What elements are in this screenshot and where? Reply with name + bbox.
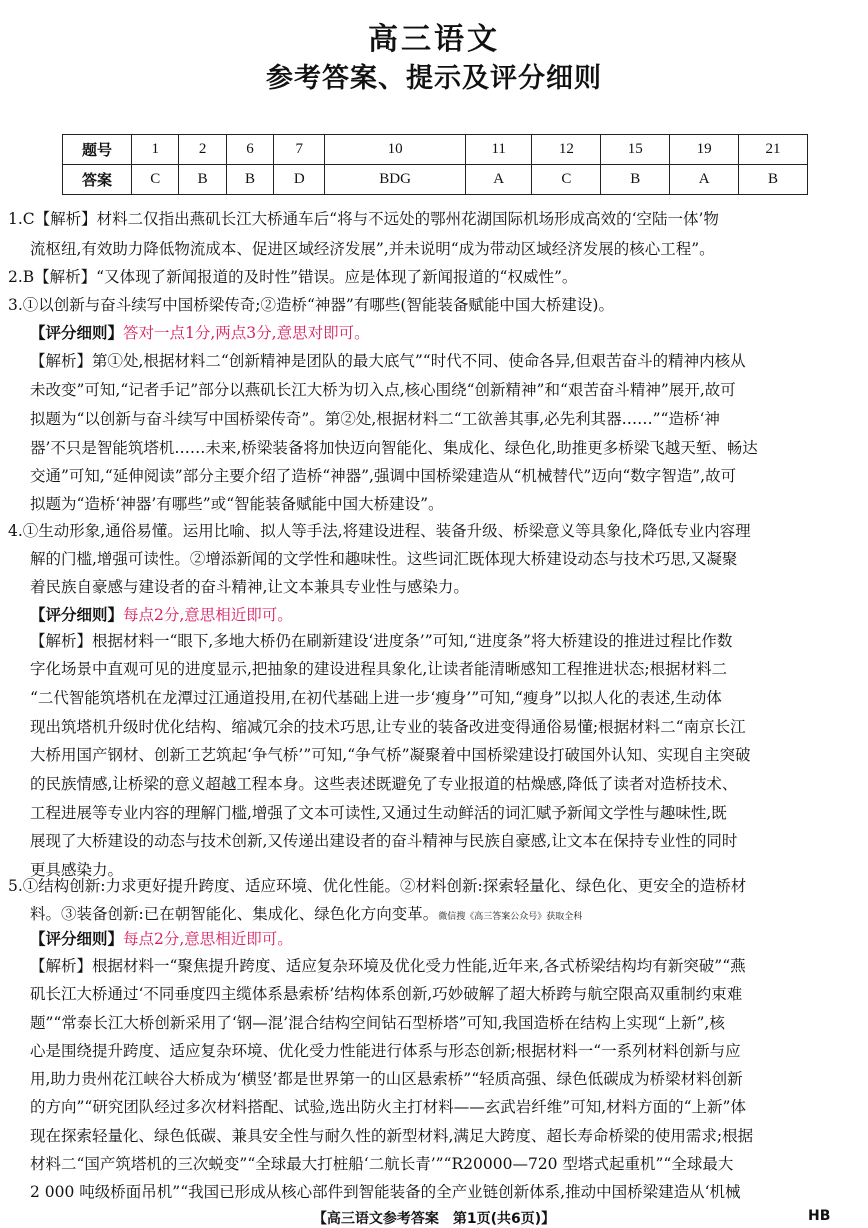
body-line	[30, 578, 469, 596]
question-number-row	[63, 135, 808, 165]
body-line	[30, 240, 715, 258]
body-line-text: 现出筑塔机升级时优化结构、缩减冗余的技术巧思,让专业的装备改进变得通俗易懂;根据材料二“南京长江	[30, 718, 746, 736]
body-line-text: 着民族自豪感与建设者的奋斗精神,让文本兼具专业性与感染力。	[30, 578, 469, 596]
body-line-text: 展现了大桥建设的动态与技术创新,又传递出建设者的奋斗精神与民族自豪感,让文本在保持专业性的同时	[30, 832, 738, 850]
answer-cell: C	[532, 165, 601, 195]
body-line	[8, 877, 746, 895]
body-line-text: 器’不只是智能筑塔机……未来,桥梁装备将加快迈向智能化、集成化、绿色化,助推更多桥梁飞越天堑、畅达	[30, 439, 758, 457]
body-line	[30, 324, 370, 342]
body-line-text: 的民族情感,让桥梁的意义超越工程本身。这些表述既避免了专业报道的枯燥感,降低了读者对造桥技术、	[30, 775, 738, 793]
question-number-cell: 11	[465, 135, 532, 165]
scoring-label: 【评分细则】	[30, 324, 124, 342]
body-line-text: “二代智能筑塔机在龙潭过江通道投用,在初代基础上进一步‘瘦身’”可知,“瘦身”以拟人化的表述,生动体	[30, 689, 722, 707]
body-line-text: 题”“常泰长江大桥创新采用了‘钢—混’混合结构空间钻石型桥塔”可知,我国造桥在结构上实现“上新”,核	[30, 1014, 725, 1032]
body-line-text: 流枢纽,有效助力降低物流成本、促进区域经济发展”,并未说明“成为带动区域经济发展的核心工程”。	[30, 240, 715, 258]
body-line	[30, 985, 742, 1003]
question-number-cell: 6	[226, 135, 273, 165]
body-line-text: 【解析】根据材料一“聚焦提升跨度、适应复杂环境及优化受力性能,近年来,各式桥梁结构均有新突破”“燕	[30, 957, 746, 975]
body-line	[30, 632, 732, 650]
body-line	[30, 467, 736, 485]
watermark-note: 微信搜《高三答案公众号》获取全科	[438, 912, 583, 922]
page-footer: 【高三语文参考答案 第1页(共6页)】	[312, 1211, 556, 1227]
answer-cell: C	[132, 165, 179, 195]
answer-cell: B	[739, 165, 808, 195]
body-line-text: 现在探索轻量化、绿色低碳、兼具安全性与耐久性的新型材料,满足大跨度、超长寿命桥梁的使用需求;根据	[30, 1127, 754, 1145]
body-line	[30, 775, 737, 793]
body-line-text: 的方向”“研究团队经过多次材料搭配、试验,选出防火主打材料——玄武岩纤维”可知,材料方面的“上新”体	[30, 1098, 746, 1116]
body-line	[30, 1014, 725, 1032]
body-line-text: 1.C【解析】材料二仅指出燕矶长江大桥通车后“将与不远处的鄂州花湖国际机场形成高效的‘空陆一体’物	[8, 210, 719, 228]
question-number-cell: 1	[132, 135, 179, 165]
body-line-text: 更具感染力。	[30, 861, 124, 879]
body-line-text: 字化场景中直观可见的进度显示,把抽象的建设进程具象化,让读者能清晰感知工程推进状态;根据材料二	[30, 660, 728, 678]
body-line	[30, 660, 727, 678]
body-line	[30, 1098, 746, 1116]
question-number-cell: 7	[274, 135, 325, 165]
body-line	[30, 957, 746, 975]
answer-row	[63, 165, 808, 195]
body-line	[30, 410, 720, 428]
body-line	[8, 522, 751, 540]
body-line-text: 2.B【解析】“又体现了新闻报道的及时性”错误。应是体现了新闻报道的“权威性”。	[8, 268, 578, 286]
body-line	[30, 746, 751, 764]
body-line	[30, 606, 293, 624]
answer-table	[62, 134, 808, 195]
scoring-rule-text: 答对一点1分,两点3分,意思对即可。	[123, 324, 370, 342]
row-label-answer: 答案	[63, 165, 132, 195]
body-line	[30, 1155, 733, 1173]
answer-cell: B	[226, 165, 273, 195]
body-line	[30, 689, 722, 707]
page-title: 高三语文	[368, 22, 500, 57]
body-line-text: 3.①以创新与奋斗续写中国桥梁传奇;②造桥“神器”有哪些(智能装备赋能中国大桥建设)。	[8, 296, 614, 314]
body-line-text: 工程进展等专业内容的理解门槛,增强了文本可读性,又通过生动鲜活的词汇赋予新闻文学性与趣味性,既	[30, 804, 727, 822]
answer-cell: D	[274, 165, 325, 195]
body-line-text: 心是围绕提升跨度、适应复杂环境、优化受力性能进行体系与形态创新;根据材料一“一系列材料创新与应	[30, 1042, 741, 1060]
body-line	[8, 210, 719, 228]
question-number-cell: 15	[601, 135, 670, 165]
page-code: HB	[808, 1208, 831, 1224]
body-line-text: 交通”可知,“延伸阅读”部分主要介绍了造桥“神器”,强调中国桥梁建造从“机械替代”迈向“数字智造”,故可	[30, 467, 737, 485]
body-line-text: 4.①生动形象,通俗易懂。运用比喻、拟人等手法,将建设进程、装备升级、桥梁意义等具象化,降低专业内容理	[8, 522, 751, 540]
body-line-text: 料。③装备创新:已在朝智能化、集成化、绿色化方向变革。	[30, 905, 439, 923]
answer-cell: A	[465, 165, 532, 195]
question-number-cell: 10	[325, 135, 466, 165]
page-subtitle: 参考答案、提示及评分细则	[266, 63, 602, 94]
body-line-text: 大桥用国产钢材、创新工艺筑起‘争气桥’”可知,“争气桥”凝聚着中国桥梁建设打破国外认知、实现自主突破	[30, 746, 751, 764]
body-line	[30, 718, 746, 736]
body-line	[8, 296, 614, 314]
body-line	[30, 550, 737, 568]
body-line	[30, 1127, 753, 1145]
body-line	[30, 1042, 741, 1060]
body-line-text: 拟题为“以创新与奋斗续写中国桥梁传奇”。第②处,根据材料二“工欲善其事,必先利其器……”“造桥‘神	[30, 410, 720, 428]
answer-cell: BDG	[325, 165, 466, 195]
question-number-cell: 19	[670, 135, 739, 165]
body-line-text: 未改变”可知,“记者手记”部分以燕矶长江大桥为切入点,核心围绕“创新精神”和“艰苦奋斗精神”展开,故可	[30, 381, 736, 399]
question-number-cell: 21	[739, 135, 808, 165]
body-line	[30, 352, 746, 370]
scoring-rule-text: 每点2分,意思相近即可。	[123, 930, 293, 948]
question-number-cell: 2	[179, 135, 226, 165]
row-label-question: 题号	[63, 135, 132, 165]
body-line	[30, 1070, 743, 1088]
body-line-text: 矶长江大桥通过‘不同垂度四主缆体系悬索桥’结构体系创新,巧妙破解了超大桥跨与航空限高双重制约束难	[30, 985, 743, 1003]
body-line	[30, 930, 293, 948]
body-line	[8, 268, 577, 286]
body-line-text: 【解析】第①处,根据材料二“创新精神是团队的最大底气”“时代不同、使命各异,但艰苦奋斗的精神内核从	[30, 352, 746, 370]
answer-cell: A	[670, 165, 739, 195]
body-line	[30, 381, 736, 399]
question-number-cell: 12	[532, 135, 601, 165]
body-line-text: 拟题为“造桥‘神器’有哪些”或“智能装备赋能中国大桥建设”。	[30, 495, 444, 513]
body-line	[30, 495, 444, 513]
scoring-rule-text: 每点2分,意思相近即可。	[123, 606, 293, 624]
answer-cell: B	[179, 165, 226, 195]
body-line-text: 5.①结构创新:力求更好提升跨度、适应环境、优化性能。②材料创新:探索轻量化、绿色化、更安全的造桥材	[8, 877, 747, 895]
scoring-label: 【评分细则】	[30, 606, 124, 624]
body-line	[30, 1183, 741, 1201]
answer-cell: B	[601, 165, 670, 195]
body-line	[30, 804, 727, 822]
body-line-text: 用,助力贵州花江峡谷大桥成为‘横竖’都是世界第一的山区悬索桥”“轻质高强、绿色低碳成为桥梁材料创新	[30, 1070, 743, 1088]
scoring-label: 【评分细则】	[30, 930, 124, 948]
body-line-text: 2 000 吨级桥面吊机”“我国已形成从核心部件到智能装备的全产业链创新体系,推动中国桥梁建造从‘机械	[30, 1183, 741, 1201]
body-line-text: 【解析】根据材料一“眼下,多地大桥仍在刷新建设‘进度条’”可知,“进度条”将大桥建设的推进过程比作数	[30, 632, 733, 650]
body-line	[30, 832, 737, 850]
body-line	[30, 439, 758, 457]
body-line-text: 材料二“国产筑塔机的三次蜕变”“全球最大打桩船‘二航长青’”“R20000—720 型塔式起重机”“全球最大	[30, 1155, 734, 1173]
body-line	[30, 905, 582, 926]
body-line-text: 解的门槛,增强可读性。②增添新闻的文学性和趣味性。这些词汇既体现大桥建设动态与技术巧思,又凝聚	[30, 550, 738, 568]
